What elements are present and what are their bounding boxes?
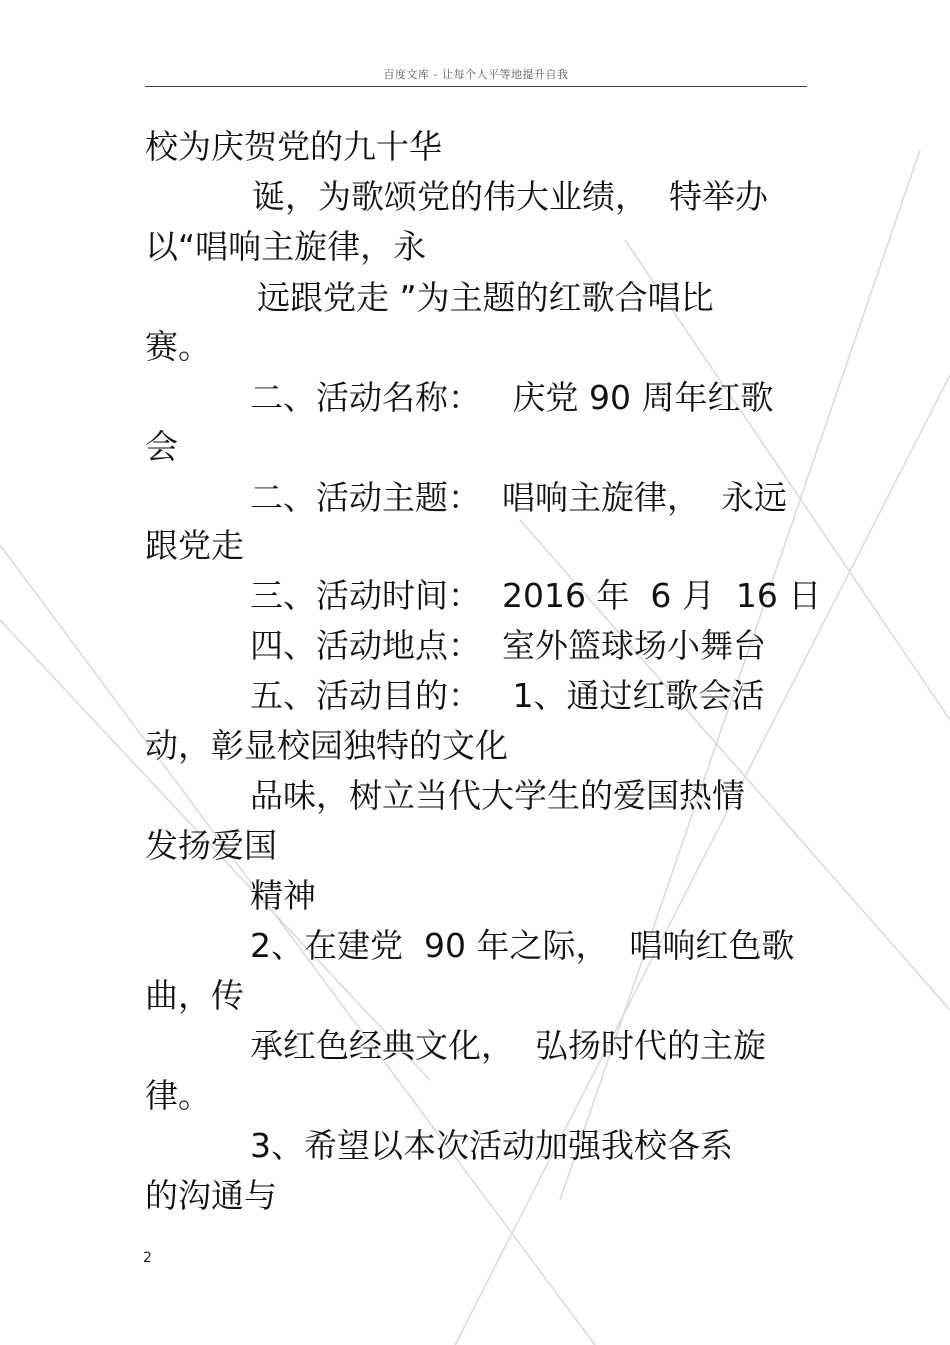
body-line-5: 赛。 [145, 327, 211, 366]
body-line-9: 跟党走 [145, 526, 244, 565]
body-line-22: 的沟通与 [145, 1176, 277, 1215]
body-line-15: 发扬爱国 [145, 826, 277, 865]
body-line-20: 律。 [145, 1076, 211, 1115]
body-line-19: 承红色经典文化， 弘扬时代的主旋 [250, 1026, 766, 1065]
body-line-2: 诞，为歌颂党的伟大业绩， 特举办 [252, 177, 768, 216]
body-line-14: 品味，树立当代大学生的爱国热情 [250, 776, 745, 815]
body-line-4: 远跟党走 ”为主题的红歌合唱比 [257, 278, 714, 317]
body-line-17: 2、在建党 90 年之际， 唱响红色歌 [250, 926, 795, 965]
body-line-1: 校为庆贺党的九十华 [145, 127, 442, 166]
page-number: 2 [143, 1250, 152, 1266]
header-divider [145, 86, 807, 87]
page-header: 百度文库 - 让每个人平等地提升自我 [383, 68, 569, 81]
body-line-11: 四、活动地点： 室外篮球场小舞台 [250, 626, 766, 665]
body-line-6: 二、活动名称： 庆党 90 周年红歌 [250, 378, 774, 417]
body-line-16: 精神 [250, 876, 316, 915]
body-line-8: 二、活动主题： 唱响主旋律， 永远 [250, 478, 787, 517]
body-line-10: 三、活动时间： 2016 年 6 月 16 日 [250, 576, 822, 615]
body-line-18: 曲，传 [145, 976, 244, 1015]
body-line-13: 动，彰显校园独特的文化 [145, 726, 508, 765]
body-line-12: 五、活动目的： 1、通过红歌会活 [250, 676, 765, 715]
body-line-3: 以“唱响主旋律，永 [145, 227, 427, 266]
body-line-21: 3、希望以本次活动加强我校各系 [250, 1126, 733, 1165]
body-line-7: 会 [145, 427, 178, 466]
